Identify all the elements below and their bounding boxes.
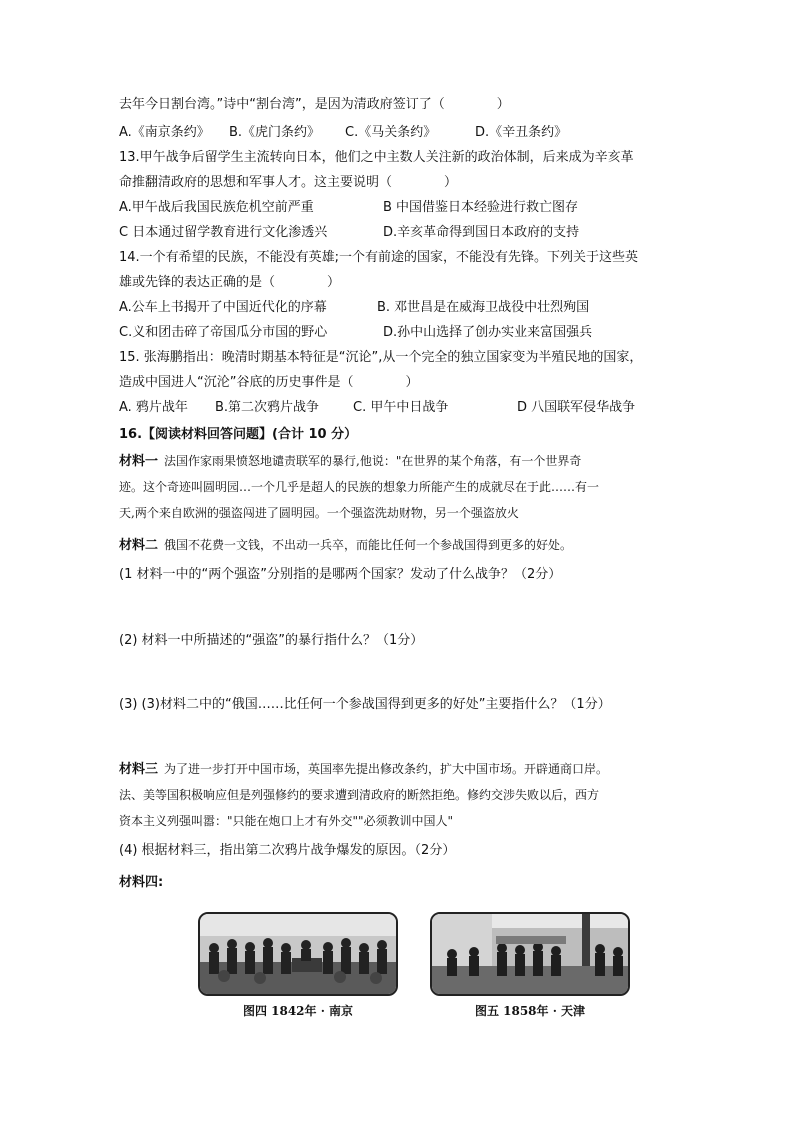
q14-option-c: C.义和团击碎了帝国瓜分市国的野心 xyxy=(119,325,328,340)
figure-4-photo xyxy=(198,912,398,996)
material-1-line2: 迹。这个奇迹叫圆明园…一个几乎是超人的民族的想象力所能产生的成就尽在于此……有一 xyxy=(119,480,600,494)
material-3-line3: 资本主义列强叫嚣："只能在炮口上才有外交""必须教训中国人" xyxy=(119,814,454,828)
q15-option-b: B.第二次鸦片战争 xyxy=(215,400,320,415)
q15-option-a: A. 鸦片战年 xyxy=(119,400,188,415)
sub-question-4: (4) 根据材料三，指出第二次鸦片战争爆发的原因。（2分） xyxy=(119,843,456,858)
q13-option-c: C 日本通过留学教育进行文化渗透兴 xyxy=(119,225,328,240)
q13-option-a: A.甲午战后我国民族危机空前严重 xyxy=(119,200,314,215)
q16-title: 16.【阅读材料回答问题】(合计 10 分） xyxy=(119,427,358,442)
figure-4-caption: 图四 1842年 · 南京 xyxy=(242,1004,354,1018)
material-4-tag: 材料四: xyxy=(119,875,164,890)
q13-options-row2 xyxy=(119,220,579,245)
q12-option-d: D.《辛丑条约》 xyxy=(475,125,568,140)
q14-line2: 雄或先锋的表达正确的是（ ） xyxy=(119,275,341,290)
figure-4-photo-art xyxy=(200,914,396,994)
q14-option-d: D.孙中山选择了创办实业来富国强兵 xyxy=(383,325,593,340)
q13-line2: 命推翻清政府的思想和军事人才。这主要说明（ ） xyxy=(119,175,458,190)
q13-option-d: D.辛亥革命得到国日本政府的支持 xyxy=(383,225,580,240)
q12-options xyxy=(119,120,567,145)
q13-option-b: B 中国借鉴日本经验进行救亡图存 xyxy=(383,200,579,215)
material-3-tag: 材料三 xyxy=(119,762,159,777)
q13-options-row1 xyxy=(119,195,578,220)
sub-question-1: (1 材料一中的“两个强盗”分别指的是哪两个国家？发动了什么战争？（2分） xyxy=(119,567,562,582)
figure-5-photo-art xyxy=(432,914,628,994)
material-2 xyxy=(119,532,572,559)
q12-option-c: C.《马关条约》 xyxy=(345,125,437,140)
figure-4 xyxy=(198,912,398,1019)
material-1-line3: 天,两个来自欧洲的强盗闯进了圆明园。一个强盗洗劫财物，另一个强盗放火 xyxy=(119,506,519,520)
q14-options-row1 xyxy=(119,295,589,320)
q14-options-row2 xyxy=(119,320,592,345)
material-3-line1 xyxy=(119,756,608,783)
figures xyxy=(198,912,628,1022)
q12-option-a: A.《南京条约》 xyxy=(119,125,210,140)
q13-line1: 13.甲午战争后留学生主流转向日本，他们之中主数人关注新的政治体制，后来成为辛亥革 xyxy=(119,150,634,165)
material-1-tag: 材料一 xyxy=(119,454,159,469)
figure-5-photo xyxy=(430,912,630,996)
q15-option-d: D 八国联军侵华战争 xyxy=(517,400,636,415)
q14-line1: 14.一个有希望的民族，不能没有英雄;一个有前途的国家，不能没有先锋。下列关于这些英 xyxy=(119,250,639,265)
q15-line1: 15. 张海鹏指出：晚清时期基本特征是“沉论”,从一个完全的独立国家变为半殖民地的国家， xyxy=(119,350,643,365)
q12-tail: 去年今日割台湾。”诗中“割台湾”，是因为清政府签订了（ ） xyxy=(119,97,510,112)
q14-option-a: A.公车上书揭开了中国近代化的序幕 xyxy=(119,300,327,315)
material-3-text1: 为了进一步打开中国市场，英国率先提出修改条约，扩大中国市场。开辟通商口岸。 xyxy=(164,762,609,776)
sub-question-2: (2) 材料一中所描述的“强盗”的暴行指什么？（1分） xyxy=(119,633,424,648)
sub-question-3: (3) (3)材料二中的“俄国……比任何一个参战国得到更多的好处”主要指什么？（1分） xyxy=(119,697,611,712)
material-1-line1 xyxy=(119,448,581,475)
q14-option-b: B. 邓世昌是在威海卫战役中壮烈殉国 xyxy=(377,300,590,315)
q15-options xyxy=(119,395,635,420)
figure-5-caption: 图五 1858年 · 天津 xyxy=(474,1004,586,1018)
material-3-line2: 法、美等国积极响应但是列强修约的要求遭到清政府的断然拒绝。修约交涉失败以后，西方 xyxy=(119,788,600,802)
figure-5 xyxy=(430,912,630,1019)
material-2-tag: 材料二 xyxy=(119,538,159,553)
q15-option-c: C. 甲午中日战争 xyxy=(353,400,449,415)
q12-option-b: B.《虎门条约》 xyxy=(229,125,321,140)
q15-line2: 造成中国进人“沉沦”谷底的历史事件是（ ） xyxy=(119,375,419,390)
material-1-text1: 法国作家雨果愤怒地谴责联军的暴行,他说："在世界的某个角落，有一个世界奇 xyxy=(164,454,582,468)
material-2-text: 俄国不花费一文钱，不出动一兵卒，而能比任何一个参战国得到更多的好处。 xyxy=(164,538,573,552)
